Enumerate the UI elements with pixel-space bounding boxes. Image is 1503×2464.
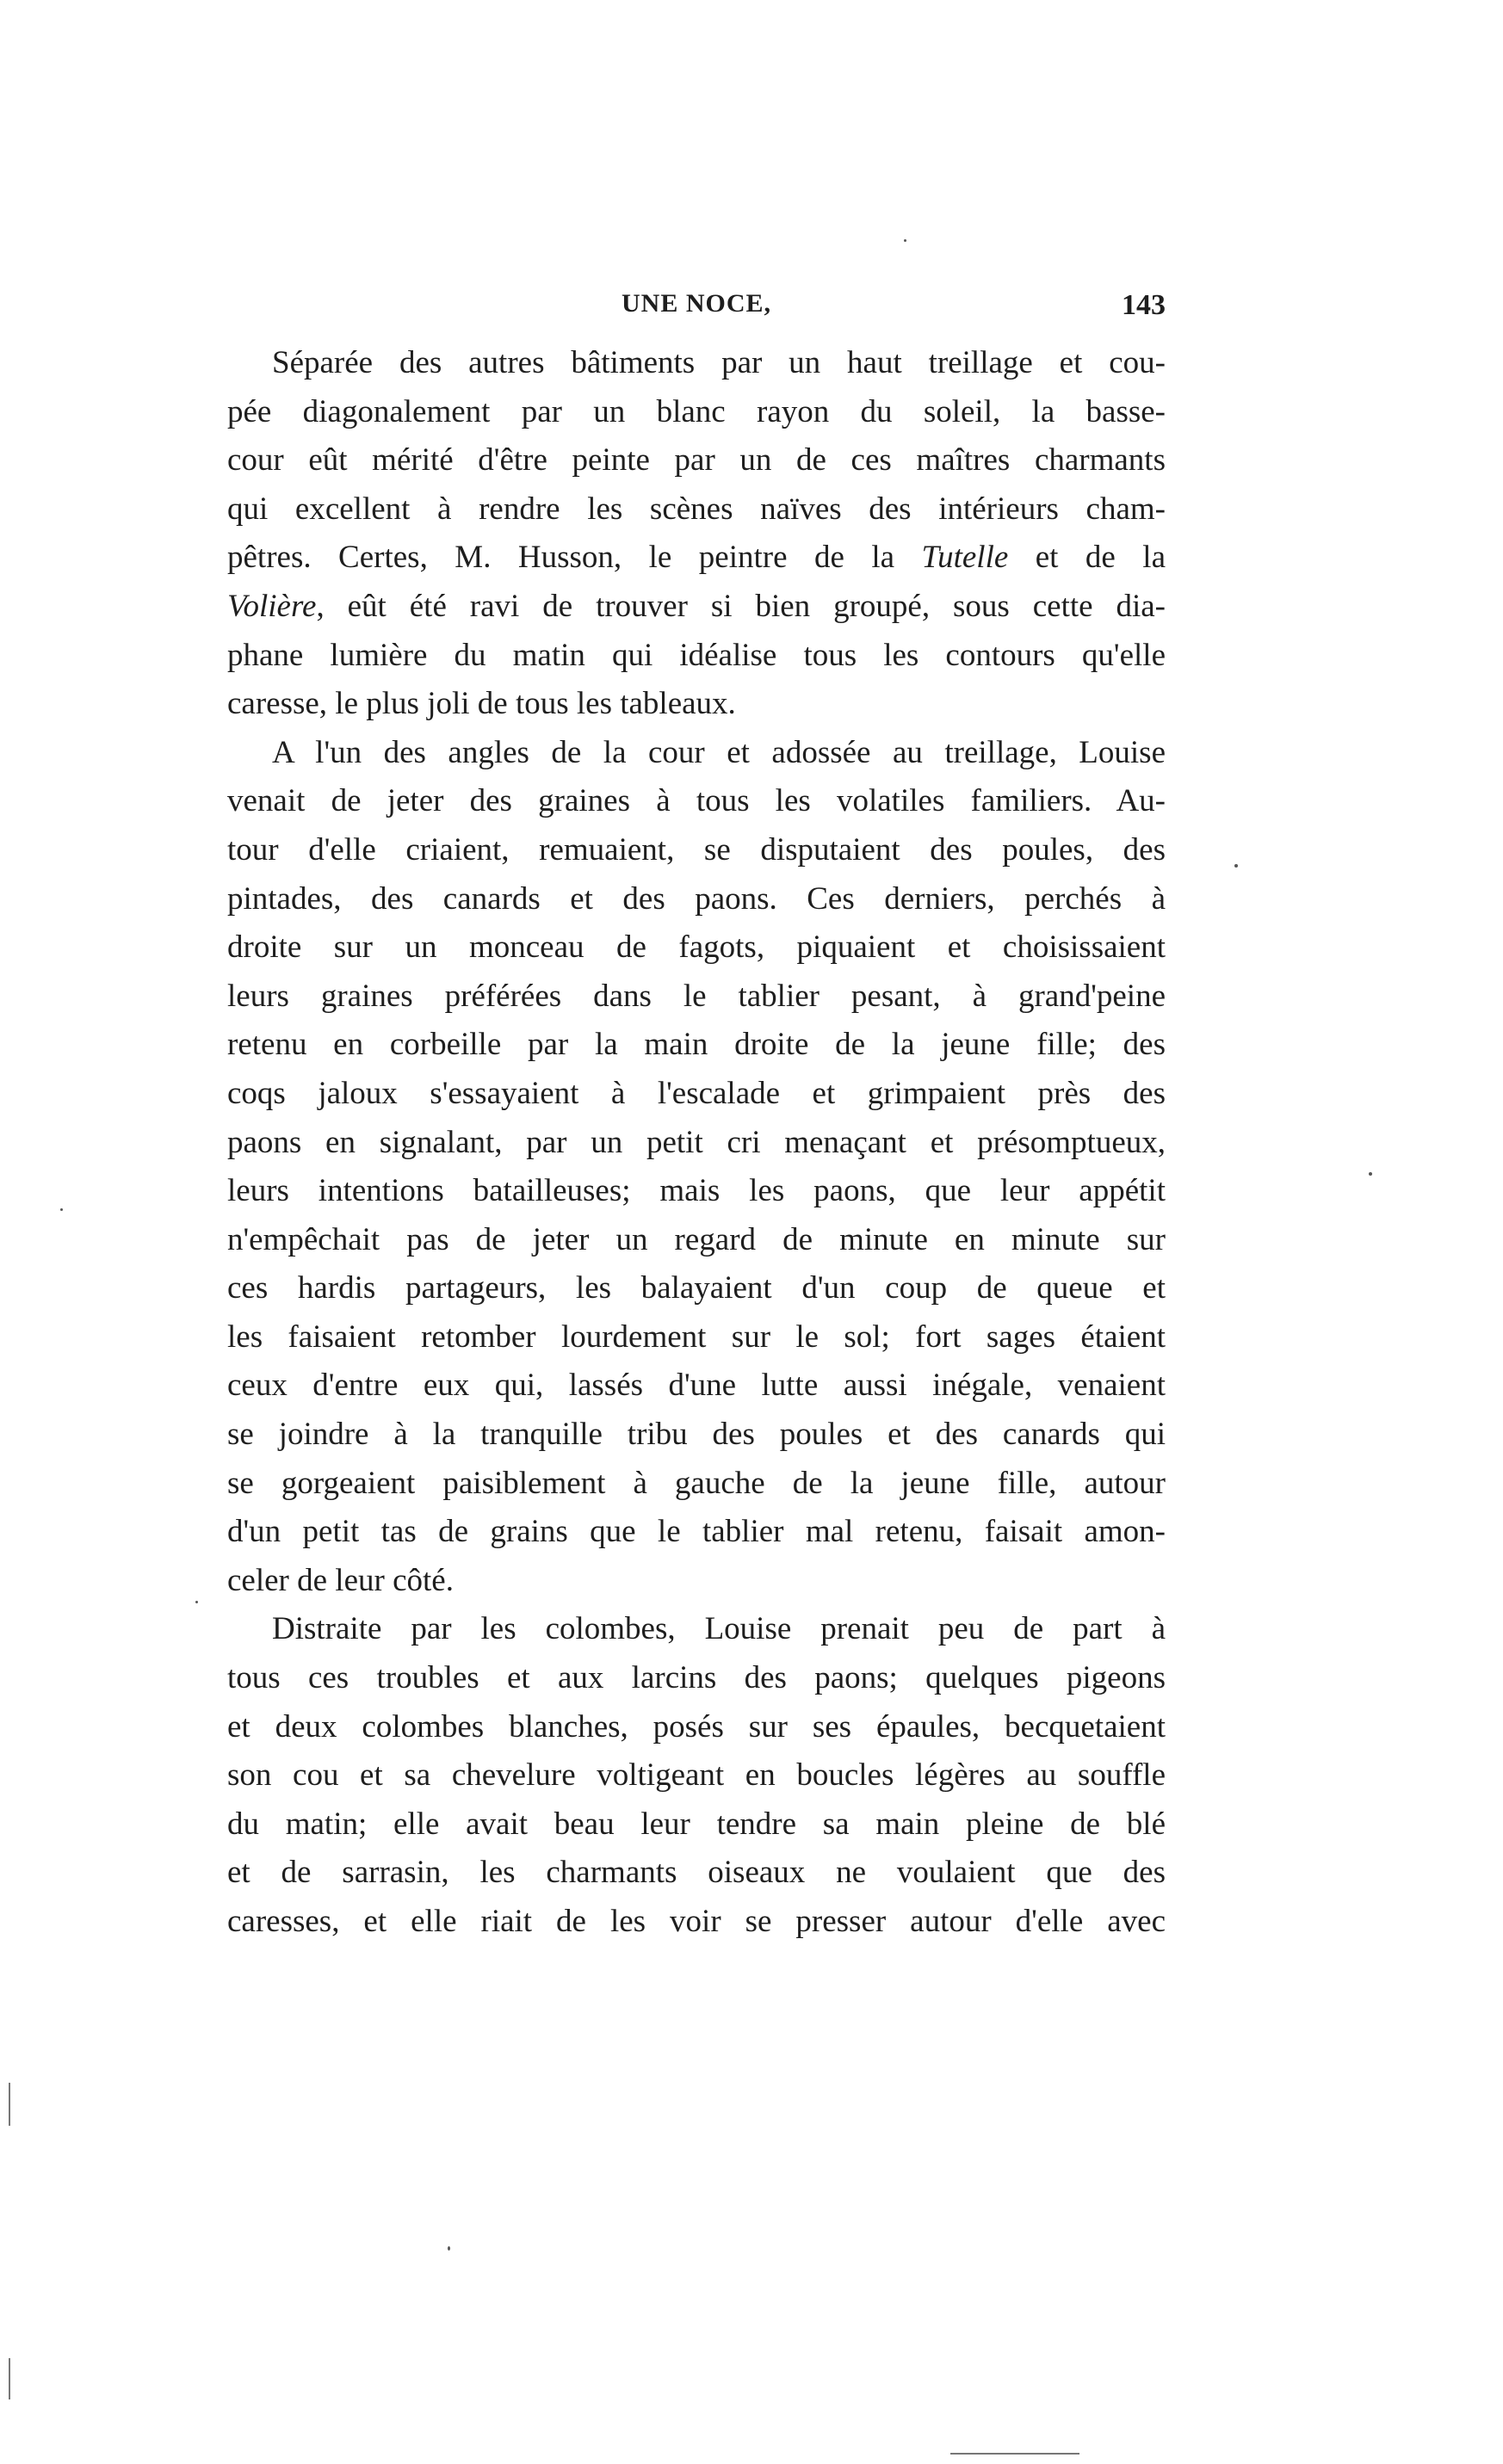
text-run: droite sur un monceau de fagots, piquaient et choisissaient: [227, 929, 1166, 966]
text-line: [227, 1167, 1166, 1216]
text-line: [227, 534, 1166, 583]
text-run: ces hardis partageurs, les balayaient d'un coup de queue et: [227, 1270, 1166, 1306]
text-line: [227, 680, 1166, 729]
text-line: [227, 388, 1166, 437]
text-run: A l'un des angles de la cour et adossée au treillage, Louise: [272, 734, 1166, 770]
text-run: se joindre à la tranquille tribu des poules et des canards qui: [227, 1417, 1166, 1453]
text-run: pée diagonalement par un blanc rayon du soleil, la basse-: [227, 393, 1166, 429]
text-line: [227, 1557, 1166, 1606]
text-line: [227, 1849, 1166, 1898]
text-line: [227, 875, 1166, 924]
text-run: se gorgeaient paisiblement à gauche de la jeune fille, autour: [227, 1465, 1166, 1501]
text-line: [227, 436, 1166, 485]
running-head: [227, 289, 1166, 332]
text-run: ceux d'entre eux qui, lassés d'une lutte aussi inégale, venaient: [227, 1368, 1166, 1404]
text-line: [227, 1703, 1166, 1752]
scan-speck: [195, 1601, 198, 1603]
text-run: leurs graines préférées dans le tablier pesant, à grand'peine: [227, 978, 1166, 1014]
page-number: 143: [1122, 289, 1166, 321]
scan-speck: [1234, 864, 1238, 868]
text-line: [227, 583, 1166, 632]
text-run: qui excellent à rendre les scènes naïves des intérieurs cham-: [227, 491, 1166, 527]
text-run: caresse, le plus joli de tous les tableaux.: [227, 686, 736, 722]
text-run: n'empêchait pas de jeter un regard de minute en minute sur: [227, 1221, 1166, 1257]
text-line: [227, 729, 1166, 778]
scan-speck: [1369, 1172, 1372, 1176]
text-line: [227, 1411, 1166, 1460]
text-run: d'un petit tas de grains que le tablier mal retenu, faisait amon-: [227, 1514, 1166, 1550]
text-run: Distraite par les colombes, Louise prenait peu de part à: [272, 1611, 1166, 1647]
text-line: [227, 632, 1166, 681]
text-run: les faisaient retomber lourdement sur le sol; fort sages étaient: [227, 1318, 1166, 1355]
text-run: retenu en corbeille par la main droite de la jeune fille; des: [227, 1027, 1166, 1063]
text-run: et de sarrasin, les charmants oiseaux ne voulaient que des: [227, 1855, 1166, 1891]
scan-speck: [60, 1208, 63, 1211]
text-run: caresses, et elle riait de les voir se presser autour d'elle avec: [227, 1904, 1166, 1939]
text-run: et deux colombes blanches, posés sur ses épaules, becquetaient: [227, 1708, 1166, 1745]
text-run: cour eût mérité d'être peinte par un de ces maîtres charmants: [227, 442, 1166, 479]
text-line: [227, 1313, 1166, 1362]
text-run: coqs jaloux s'essayaient à l'escalade et grimpaient près des: [227, 1075, 1166, 1111]
text-line: [227, 485, 1166, 534]
text-run: pintades, des canards et des paons. Ces derniers, perchés à: [227, 880, 1166, 917]
text-run: tous ces troubles et aux larcins des paons; quelques pigeons: [227, 1660, 1166, 1696]
text-run: Séparée des autres bâtiments par un haut treillage et cou-: [272, 345, 1166, 380]
text-line: [227, 1800, 1166, 1850]
scan-edge-mark: [9, 2083, 10, 2126]
body-text: [227, 339, 1166, 1947]
italic-title: Tutelle: [921, 540, 1009, 576]
text-line: [227, 1508, 1166, 1557]
text-run: du matin; elle avait beau leur tendre sa main pleine de blé: [227, 1806, 1166, 1842]
text-run: celer de leur côté.: [227, 1562, 454, 1598]
text-run: venait de jeter des graines à tous les volatiles familiers. Au-: [227, 783, 1166, 819]
text-run: et de la: [1008, 540, 1166, 576]
text-run: son cou et sa chevelure voltigeant en boucles légères au souffle: [227, 1757, 1166, 1794]
scan-speck: [904, 239, 906, 242]
text-line: [227, 1362, 1166, 1411]
text-line: [227, 923, 1166, 973]
text-run: tour d'elle criaient, remuaient, se disputaient des poules, des: [227, 831, 1166, 868]
text-line: [227, 1898, 1166, 1947]
scan-speck: [448, 2246, 450, 2251]
text-run: paons en signalant, par un petit cri menaçant et présomptueux,: [227, 1124, 1166, 1160]
italic-title: Volière: [227, 588, 317, 624]
text-line: [227, 1119, 1166, 1168]
text-run: , eût été ravi de trouver si bien groupé, sous cette dia-: [316, 588, 1166, 624]
text-line: [227, 1264, 1166, 1313]
scan-edge-mark: [950, 2453, 1079, 2455]
text-line: [227, 973, 1166, 1022]
text-run: leurs intentions batailleuses; mais les paons, que leur appétit: [227, 1173, 1166, 1209]
text-line: [227, 1460, 1166, 1509]
text-line: [227, 1654, 1166, 1703]
running-head-title: UNE NOCE,: [621, 289, 771, 318]
text-line: [227, 777, 1166, 826]
text-line: [227, 1751, 1166, 1800]
text-run: pêtres. Certes, M. Husson, le peintre de la: [227, 540, 922, 576]
text-line: [227, 1021, 1166, 1070]
text-line: [227, 1605, 1166, 1654]
text-line: [227, 1070, 1166, 1119]
text-run: phane lumière du matin qui idéalise tous les contours qu'elle: [227, 637, 1166, 673]
scan-edge-mark: [9, 2358, 10, 2399]
text-line: [227, 826, 1166, 875]
text-line: [227, 1216, 1166, 1265]
text-line: [227, 339, 1166, 388]
